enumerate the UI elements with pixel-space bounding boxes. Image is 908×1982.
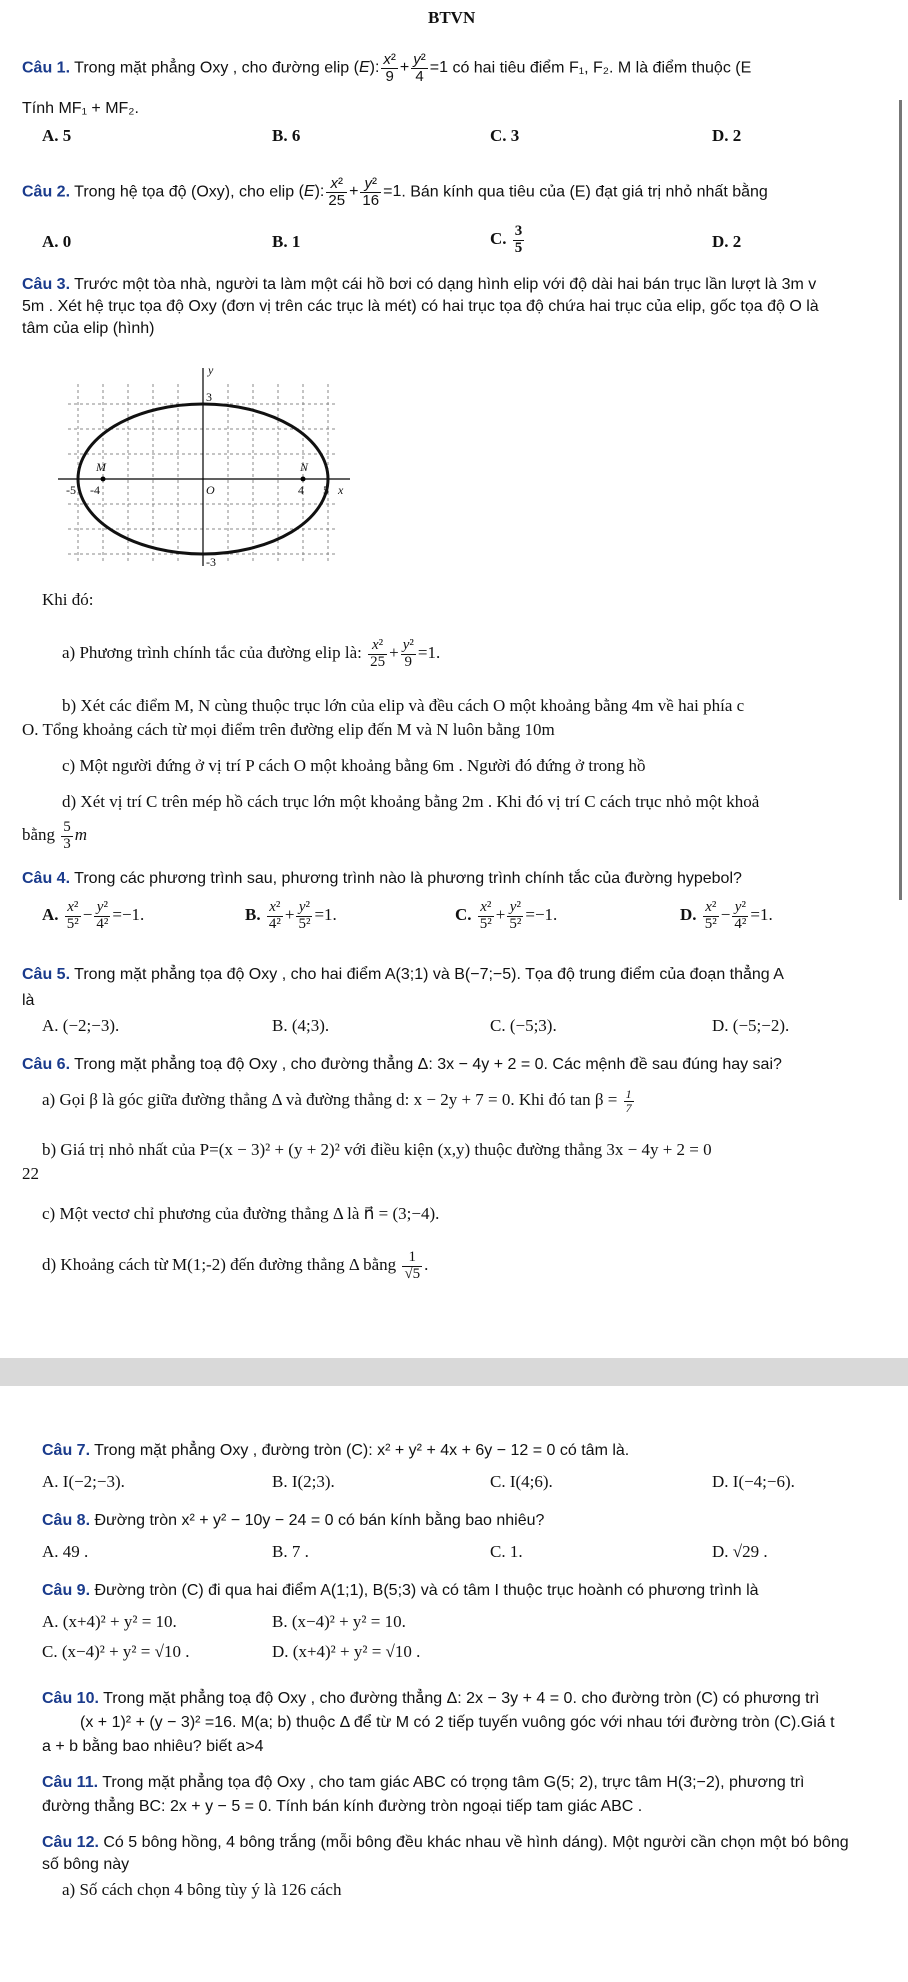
q12-line1: Có 5 bông hồng, 4 bông trắng (mỗi bông đều khác nhau về hình dáng). Một người cần chọn một bó bông: [103, 1834, 849, 1851]
q1-text-b: có hai tiêu điểm F₁, F₂. M là điểm thuộc (E: [452, 59, 752, 77]
q10-label: Câu 10.: [42, 1690, 99, 1707]
q1-text-a: Trong mặt phẳng Oxy , cho đường elip: [74, 59, 350, 77]
q10-line2: (x + 1)² + (y − 3)² =16. M(a; b) thuộc Δ để từ M có 2 tiếp tuyến vuông góc với nhau tới đường tròn (C).Giá t: [80, 1714, 835, 1731]
question-2: [22, 176, 768, 209]
q7-option-b[interactable]: B. I(2;3).: [272, 1472, 335, 1491]
q2-label: Câu 2.: [22, 183, 71, 201]
q8-option-c[interactable]: C. 1.: [490, 1542, 523, 1561]
q6-label: Câu 6.: [22, 1056, 71, 1073]
q3-line3: tâm của elip (hình): [22, 320, 155, 337]
q6-part-c: c) Một vectơ chỉ phương của đường thẳng Δ là n⃗ = (3;−4).: [42, 1204, 440, 1223]
q3-label: Câu 3.: [22, 276, 71, 293]
q3-part-a: a) Phương trình chính tắc của đường elip là: $\frac{\text{x²}}{25}$ + $\frac{\text{y²}}{9}$ =1.: [62, 637, 441, 670]
label-x: x: [338, 483, 344, 497]
q10-line1: Trong mặt phẳng toạ độ Oxy , cho đường thẳng Δ: 2x − 3y + 4 = 0. cho đường tròn (C) có phương trì: [103, 1690, 820, 1707]
q7-option-a[interactable]: A. I(−2;−3).: [42, 1472, 125, 1491]
q6-part-a: a) Gọi β là góc giữa đường thẳng Δ và đường thẳng d: x − 2y + 7 = 0. Khi đó tan β = $\frac{1}{7}$: [42, 1087, 632, 1115]
q2-text-b: . Bán kính qua tiêu của (E) đạt giá trị nhỏ nhất bằng: [401, 183, 768, 201]
q5-text: Trong mặt phẳng tọa độ Oxy , cho hai điểm A(3;1) và B(−7;−5). Tọa độ trung điểm của đoạn thẳng A: [74, 966, 784, 983]
label-xneg5: -5: [66, 483, 76, 497]
q4-option-d[interactable]: D. $\frac{\text{x²}}{\text{5²}}$ − $\frac{\text{y²}}{\text{4²}}$ =1.: [680, 899, 773, 932]
q3-line1: Trước một tòa nhà, người ta làm một cái hồ bơi có dạng hình elip với độ dài hai bán trục lần lượt là 3m v: [74, 276, 817, 293]
ellipse-graph: [38, 354, 358, 574]
label-o: O: [206, 483, 215, 497]
q11-line2: đường thẳng BC: 2x + y − 5 = 0. Tính bán kính đường tròn ngoại tiếp tam giác ABC .: [42, 1798, 643, 1815]
q6-part-b-line2: 22: [22, 1164, 39, 1183]
q4-option-b[interactable]: B. $\frac{\text{x²}}{\text{4²}}$ + $\frac{\text{y²}}{\text{5²}}$ =1.: [245, 899, 337, 932]
q5-option-a[interactable]: A. (−2;−3).: [42, 1016, 120, 1035]
q7-label: Câu 7.: [42, 1442, 91, 1459]
q1-option-b[interactable]: B. 6: [272, 126, 301, 145]
q1-line2: Tính MF₁ + MF₂.: [22, 100, 139, 117]
point-n: [301, 477, 306, 482]
q8-option-b[interactable]: B. 7 .: [272, 1542, 309, 1561]
q9-label: Câu 9.: [42, 1582, 91, 1599]
q4-option-c[interactable]: C. $\frac{\text{x²}}{\text{5²}}$ + $\frac{\text{y²}}{\text{5²}}$ =−1.: [455, 899, 558, 932]
q8-text: Đường tròn x² + y² − 10y − 24 = 0 có bán kính bằng bao nhiêu?: [94, 1512, 545, 1529]
q11-label: Câu 11.: [42, 1774, 99, 1791]
q2-option-c[interactable]: C. $\frac{3}{5}$: [490, 223, 523, 256]
q9-option-a[interactable]: A. (x+4)² + y² = 10.: [42, 1612, 177, 1631]
q1-option-c[interactable]: C. 3: [490, 126, 520, 145]
q5-option-c[interactable]: C. (−5;3).: [490, 1016, 557, 1035]
question-4: [22, 870, 742, 888]
q6-text: Trong mặt phẳng toạ độ Oxy , cho đường thẳng Δ: 3x − 4y + 2 = 0. Các mệnh đề sau đúng hay sai?: [74, 1056, 782, 1073]
q2-option-d[interactable]: D. 2: [712, 232, 742, 251]
question-12: [42, 1834, 849, 1852]
q3-part-d-line1: d) Xét vị trí C trên mép hồ cách trục lớn một khoảng bằng 2m . Khi đó vị trí C cách trục nhỏ một khoả: [62, 792, 760, 811]
page-title: BTVN: [428, 8, 476, 27]
q8-option-a[interactable]: A. 49 .: [42, 1542, 89, 1561]
label-y3: 3: [206, 390, 212, 404]
q9-option-b[interactable]: B. (x−4)² + y² = 10.: [272, 1612, 406, 1631]
q1-option-a[interactable]: A. 5: [42, 126, 72, 145]
q3-part-b-line2: O. Tổng khoảng cách từ mọi điểm trên đường elip đến M và N luôn bằng 10m: [22, 720, 555, 739]
q6-part-b: b) Giá trị nhỏ nhất của P=(x − 3)² + (y + 2)² với điều kiện (x,y) thuộc đường thẳng 3x − 4y + 2 = 0: [42, 1140, 712, 1159]
q4-option-a[interactable]: A. $\frac{\text{x²}}{\text{5²}}$ − $\frac{\text{y²}}{\text{4²}}$ =−1.: [42, 899, 145, 932]
label-n: N: [300, 460, 309, 474]
q5-line2: là: [22, 992, 35, 1009]
q2-text-a: Trong hệ tọa độ (Oxy), cho elip: [74, 183, 295, 201]
q3-line2: 5m . Xét hệ trục tọa độ Oxy (đơn vị trên các trục là mét) có hai trục tọa độ chứa hai trục của elip, gốc tọa độ O là: [22, 298, 819, 315]
q6-part-d: d) Khoảng cách từ M(1;-2) đến đường thẳng Δ bằng $\frac{1}{√5}$ .: [42, 1249, 429, 1282]
question-3: [22, 276, 816, 294]
label-x4: 4: [298, 483, 304, 497]
q5-label: Câu 5.: [22, 966, 71, 983]
question-1: [22, 52, 751, 85]
label-yneg3: -3: [206, 555, 216, 569]
q8-label: Câu 8.: [42, 1512, 91, 1529]
q5-option-b[interactable]: B. (4;3).: [272, 1016, 330, 1035]
label-m: M: [96, 460, 106, 474]
q5-option-d[interactable]: D. (−5;−2).: [712, 1016, 790, 1035]
q4-text: Trong các phương trình sau, phương trình nào là phương trình chính tắc của đường hypebol?: [74, 870, 742, 887]
page-divider: [0, 1358, 908, 1386]
q1-label: Câu 1.: [22, 59, 71, 77]
q3-part-c: c) Một người đứng ở vị trí P cách O một khoảng bằng 6m . Người đó đứng ở trong hồ: [62, 756, 646, 775]
q3-khi-do: Khi đó:: [42, 590, 94, 609]
q9-text: Đường tròn (C) đi qua hai điểm A(1;1), B(5;3) và có tâm I thuộc trục hoành có phương trình là: [94, 1582, 759, 1599]
q9-option-c[interactable]: C. (x−4)² + y² = √10 .: [42, 1642, 190, 1661]
q2-option-b[interactable]: B. 1: [272, 232, 301, 251]
question-11: [42, 1774, 804, 1792]
q1-option-d[interactable]: D. 2: [712, 126, 742, 145]
q8-option-d[interactable]: D. √29 .: [712, 1542, 768, 1561]
question-5: [22, 966, 784, 984]
label-x5: 5: [323, 483, 329, 497]
q12-line2: số bông này: [42, 1856, 130, 1873]
question-7: [42, 1442, 629, 1460]
question-8: [42, 1512, 544, 1530]
q7-text: Trong mặt phẳng Oxy , đường tròn (C): x² + y² + 4x + 6y − 12 = 0 có tâm là.: [94, 1442, 630, 1459]
point-m: [101, 477, 106, 482]
q10-line3: a + b bằng bao nhiêu? biết a>4: [42, 1738, 264, 1755]
question-9: [42, 1582, 759, 1600]
label-xneg4: -4: [90, 483, 100, 497]
q2-equation: (E): $\frac{\text{x²}}{25}$ + $\frac{\text{y²}}{16}$ =1: [298, 175, 402, 209]
q7-option-c[interactable]: C. I(4;6).: [490, 1472, 553, 1491]
q1-equation: (E): $\frac{\text{x²}}{9}$ + $\frac{\text{y²}}{4}$ =1: [353, 51, 448, 85]
label-y: y: [208, 363, 214, 377]
q11-line1: Trong mặt phẳng tọa độ Oxy , cho tam giác ABC có trọng tâm G(5; 2), trực tâm H(3;−2), phương trì: [102, 1774, 805, 1791]
q2-option-a[interactable]: A. 0: [42, 232, 72, 251]
q3-part-d-line2: bằng $\frac{5}{3}$ m: [22, 819, 88, 852]
q7-option-d[interactable]: D. I(−4;−6).: [712, 1472, 795, 1491]
q12-part-a: a) Số cách chọn 4 bông tùy ý là 126 cách: [62, 1880, 342, 1899]
scrollbar[interactable]: [899, 100, 902, 900]
question-6: [22, 1056, 782, 1074]
q3-part-b-line1: b) Xét các điểm M, N cùng thuộc trục lớn của elip và đều cách O một khoảng bằng 4m về hai phía c: [62, 696, 745, 715]
q4-label: Câu 4.: [22, 870, 71, 887]
question-10: [42, 1690, 819, 1708]
q9-option-d[interactable]: D. (x+4)² + y² = √10 .: [272, 1642, 421, 1661]
q12-label: Câu 12.: [42, 1834, 99, 1851]
